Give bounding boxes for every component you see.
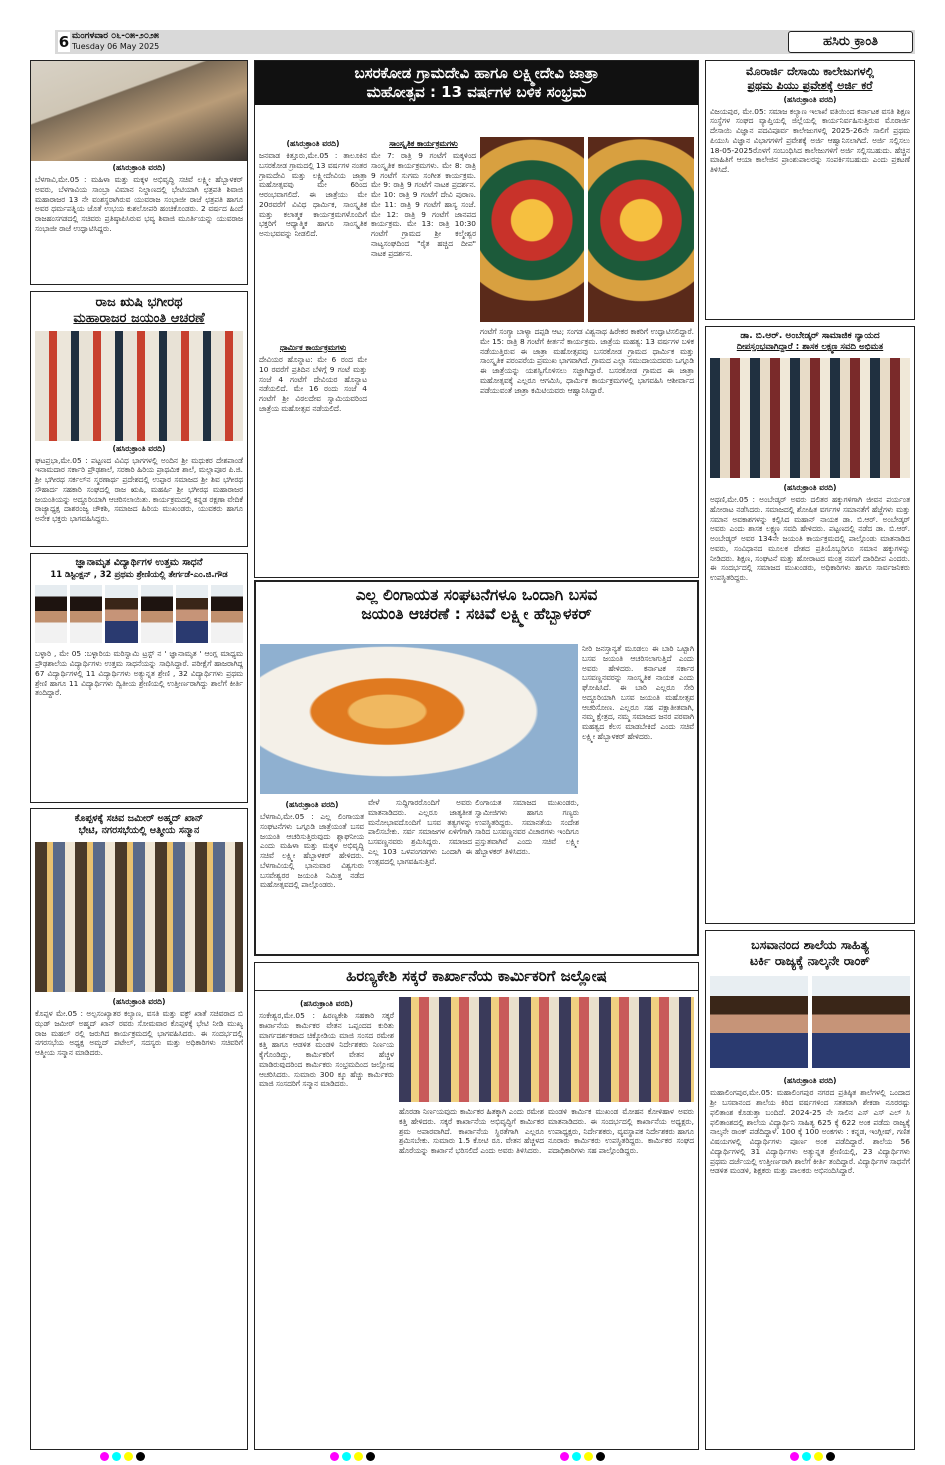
story-basavananda — [705, 930, 915, 1450]
photo-meeting — [31, 61, 247, 161]
story-text: ಜನವಾಡ ಕಿತ್ತೂರು,ಮೇ.05 : ತಾಲೂಕಿನ ಬಸರಕೋಡ ಗ್ರಾಮದಲ್ಲಿ 13 ವರ್ಷಗಳ ನಂತರ ಗ್ರಾಮದೇವಿ ಮತ್ತು ಲಕ್ಷ್ಮೀದೇವಿಯ ಜಾತ್ರಾ ಮಹೋತ್ಸವವು ಮೇ 6ರಿಂದ ಆರಂಭವಾಗಲಿದೆ. ಈ ಜಾತ್ರೆಯು ಮೇ 20ರವರೆಗೆ ವಿವಿಧ ಧಾರ್ಮಿಕ, ಸಾಂಸ್ಕೃತಿಕ ಮತ್ತು ಕಲಾತ್ಮಕ ಕಾರ್ಯಕ್ರಮಗಳೊಂದಿಗೆ ಭಕ್ತರಿಗೆ ಆಧ್ಯಾತ್ಮಿಕ ಹಾಗೂ ಸಾಂಸ್ಕೃತಿಕ ಅನುಭವವನ್ನು ನೀಡಲಿದೆ. — [259, 151, 367, 239]
registration-dot — [330, 1452, 339, 1461]
student-photo — [176, 585, 208, 643]
headline-line2: ಜಯಂತಿ ಆಚರಣೆ : ಸಚಿವೆ ಲಕ್ಷ್ಮೀ ಹೆಬ್ಬಾಳಕರ್ — [361, 605, 592, 624]
headline: ಹಿರಣ್ಯಕೇಶಿ ಸಕ್ಕರೆ ಕಾರ್ಖಾನೆಯ ಕಾರ್ಮಿಕರಿಗೆ ಜಲ್ಲೋಷ — [255, 967, 698, 991]
headline-line1: ಕೊಪ್ಪಳಕ್ಕೆ ಸಚಿವ ಜಮೀರ್ ಅಹ್ಮದ್ ಖಾನ್ — [74, 813, 204, 824]
source-tag: (ಹಸಿರುಕ್ರಾಂತಿ ವರದಿ) — [285, 800, 339, 809]
headline-line2: ಮಹಾರಾಜರ ಜಯಂತಿ ಆಚರಣೆ — [73, 311, 205, 327]
story-basava — [254, 580, 699, 956]
story-jnanamrutha — [30, 553, 248, 803]
source-tag: (ಹಸಿರುಕ್ರಾಂತಿ ವರದಿ) — [783, 94, 837, 104]
registration-dot — [814, 1452, 823, 1461]
registration-dot — [790, 1452, 799, 1461]
photo-deity-1 — [480, 137, 584, 322]
registration-dot — [112, 1452, 121, 1461]
photo-workers — [399, 997, 694, 1102]
student-photo-pair — [710, 976, 910, 1068]
registration-dot — [366, 1452, 375, 1461]
story-text: ಲಿಂಗಾಯತ ಸಮಾಜದ ಮುಖಂಡರು, ಸ್ವಾಮೀಜಿಗಳು ಹಾಗೂ ಗಣ್ಯರು ಉಪಸ್ಥಿತರಿದ್ದರು. ಸಮಾನತೆಯ ಸಂದೇಶ ಸಾರಿದ ಬಸವಣ್ಣನವರ ವಿಚಾರಗಳು ಇಂದಿಗೂ ಪ್ರಸ್ತುತವಾಗಿವೆ ಎಂದು ಸಚಿವೆ ಲಕ್ಷ್ಮೀ ಹೆಬ್ಬಾಳಕರ್ ತಿಳಿಸಿದರು. — [475, 798, 579, 856]
registration-dot — [136, 1452, 145, 1461]
story-text: ಅಥಣಿ,ಮೇ.05 : ಅಂಬೇಡ್ಕರ್ ಅವರು ದಲಿತರ ಹಕ್ಕುಗಳಿಗಾಗಿ ಜೀವನ ಪರ್ಯಂತ ಹೋರಾಟ ನಡೆಸಿದರು. ಸಮಾಜದಲ್ಲಿ ಶೋಷಿತ ವರ್ಗಗಳ ಸಮಾನತೆಗೆ ಹೆಜ್ಜೆಗಳು ಮತ್ತು ಸಮಾನ ಅವಕಾಶಗಳನ್ನು ಕಲ್ಪಿಸಿದ ಮಹಾನ್ ನಾಯಕ ಡಾ. ಬಿ.ಆರ್. ಅಂಬೇಡ್ಕರ್ ಅವರು ಎಂದು ಶಾಸಕ ಲಕ್ಷ್ಮಣ ಸವದಿ ಹೇಳಿದರು. ಪಟ್ಟಣದಲ್ಲಿ ನಡೆದ ಡಾ. ಬಿ.ಆರ್. ಅಂಬೇಡ್ಕರ್ ಅವರ 134ನೇ ಜಯಂತಿ ಕಾರ್ಯಕ್ರಮದಲ್ಲಿ ಪಾಲ್ಗೊಂಡು ಮಾತನಾಡಿದ ಅವರು, ಸಂವಿಧಾನದ ಮೂಲಕ ದೇಶದ ಪ್ರತಿಯೊಬ್ಬರಿಗೂ ಸಮಾನ ಹಕ್ಕುಗಳನ್ನು ನೀಡಿದರು. ಶಿಕ್ಷಣ, ಸಂಘಟನೆ ಮತ್ತು ಹೋರಾಟದ ಮಂತ್ರ ನಮಗೆ ದಾರಿದೀಪ ಎಂದರು. ಈ ಸಂದರ್ಭದಲ್ಲಿ ಸಮಾಜದ ಮುಖಂಡರು, ಅಧಿಕಾರಿಗಳು ಹಾಗೂ ಸಾರ್ವಜನಿಕರು ಉಪಸ್ಥಿತರಿದ್ದರು. — [710, 494, 910, 583]
page-header-bar — [55, 30, 915, 54]
photo-deity-2 — [588, 137, 694, 322]
source-tag: (ಹಸಿರುಕ್ರಾಂತಿ ವರದಿ) — [286, 139, 340, 148]
student-photo — [710, 976, 808, 1068]
headline-line1: ಬಸರಕೋಡ ಗ್ರಾಮದೇವಿ ಹಾಗೂ ಲಕ್ಷ್ಮೀದೇವಿ ಜಾತ್ರಾ — [255, 61, 698, 83]
headline-line2: ಪ್ರಥಮ ಪಿಯು ಪ್ರವೇಶಕ್ಕೆ ಅರ್ಜಿ ಕರೆ — [747, 78, 873, 92]
registration-dot — [826, 1452, 835, 1461]
registration-dot — [802, 1452, 811, 1461]
registration-dot — [342, 1452, 351, 1461]
story-text: ವಿಜಯಪುರ, ಮೇ.05: ಸಮಾಜ ಕಲ್ಯಾಣ ಇಲಾಖೆ ವತಿಯಿಂದ ಕರ್ನಾಟಕ ವಸತಿ ಶಿಕ್ಷಣ ಸಂಸ್ಥೆಗಳ ಸಂಘದ ವ್ಯಾಪ್ತಿಯಲ್ಲಿ ಜಿಲ್ಲೆಯಲ್ಲಿ ಕಾರ್ಯನಿರ್ವಹಿಸುತ್ತಿರುವ ಮೊರಾರ್ಜಿ ದೇಸಾಯಿ ವಿಜ್ಞಾನ ಪದವಿಪೂರ್ವ ಕಾಲೇಜುಗಳಲ್ಲಿ 2025-26ನೇ ಸಾಲಿಗೆ ಪ್ರಥಮ ಪಿಯುಸಿ ವಿಜ್ಞಾನ ವಿಭಾಗಗಳಿಗೆ ಪ್ರವೇಶಕ್ಕೆ ಅರ್ಜಿ ಆಹ್ವಾನಿಸಲಾಗಿದೆ. ಅರ್ಜಿ ಸಲ್ಲಿಸಲು 18-05-2025ರೊಳಗೆ ಸಂಬಂಧಿಸಿದ ಕಾಲೇಜುಗಳಿಗೆ ಅರ್ಜಿ ಸಲ್ಲಿಸಬಹುದು. ಹೆಚ್ಚಿನ ಮಾಹಿತಿಗೆ ಆಯಾ ಕಾಲೇಜಿನ ಪ್ರಾಂಶುಪಾಲರನ್ನು ಸಂಪರ್ಕಿಸಬಹುದು ಎಂದು ಪ್ರಕಟಣೆ ತಿಳಿಸಿದೆ. — [710, 106, 910, 175]
student-photo — [141, 585, 173, 643]
subheading: ಸಾಂಸ್ಕೃತಿಕ ಕಾರ್ಯಕ್ರಮಗಳು — [389, 139, 458, 148]
registration-marks — [100, 1452, 145, 1461]
story-text: ಬೆಳಗಾವಿ,ಮೇ.05 : ಎಲ್ಲ ಲಿಂಗಾಯತ ಸಂಘಟನೆಗಳು ಒಗ್ಗೂಡಿ ಜಾತ್ರೆಯಂತೆ ಬಸವ ಜಯಂತಿ ಆಚರಿಸುತ್ತಿರುವುದು ಶ್ಲಾಘನೀಯ ಎಂದು ಮಹಿಳಾ ಮತ್ತು ಮಕ್ಕಳ ಅಭಿವೃದ್ಧಿ ಸಚಿವೆ ಲಕ್ಷ್ಮೀ ಹೆಬ್ಬಾಳಕರ್ ಹೇಳಿದರು. ಬೆಳಗಾವಿಯಲ್ಲಿ ಭಾನುವಾರ ವಿಶ್ವಗುರು ಬಸವೇಶ್ವರರ ಜಯಂತಿ ನಿಮಿತ್ತ ನಡೆದ ಮಹೋತ್ಸವದಲ್ಲಿ ಪಾಲ್ಗೊಂಡರು. — [260, 812, 364, 890]
student-photo — [105, 585, 137, 643]
registration-dot — [124, 1452, 133, 1461]
story-text: ಮಂಡಳಿ ಕಾರ್ಮಿಕ ಮುಖಂಡ ಮೋಹನ ಕೋಳಿಹಾಳ ಅವರು ಮಾತನಾಡಿದರು. ಈ ಸಂದರ್ಭದಲ್ಲಿ ಕಾರ್ಖಾನೆಯ ಅಧ್ಯಕ್ಷರು, ಉಪಾಧ್ಯಕ್ಷರು, ನಿರ್ದೇಶಕರು, ವ್ಯವಸ್ಥಾಪಕ ನಿರ್ದೇಶಕರು ಹಾಗೂ ನೂರಾರು ಕಾರ್ಮಿಕರು ಉಪಸ್ಥಿತರಿದ್ದರು. ಕಾರ್ಮಿಕರ ಸಂಘದ ಪದಾಧಿಕಾರಿಗಳು ಸಹ ಪಾಲ್ಗೊಂಡಿದ್ದರು. — [548, 1107, 694, 1156]
headline-line2: ದೀಪಸ್ತಂಭವಾಗಿದ್ದಾರೆ : ಶಾಸಕ ಲಕ್ಷ್ಮಣ ಸವದಿ ಅಭಿಮತ — [736, 342, 884, 353]
headline-line1: ಮೊರಾರ್ಜಿ ದೇಸಾಯಿ ಕಾಲೇಜುಗಳಲ್ಲಿ — [746, 65, 874, 78]
photo-ambedkar-jayanti — [710, 358, 910, 478]
registration-dot — [100, 1452, 109, 1461]
source-tag: (ಹಸಿರುಕ್ರಾಂತಿ ವರದಿ) — [783, 1076, 837, 1086]
subheading: ಧಾರ್ಮಿಕ ಕಾರ್ಯಕ್ರಮಗಳು — [279, 343, 347, 352]
registration-dot — [584, 1452, 593, 1461]
headline-line2: ಭೇಟಿ, ನಗರಸಭೆಯಲ್ಲಿ ಆತ್ಮೀಯ ಸನ್ಮಾನ — [78, 824, 200, 836]
source-tag: (ಹಸಿರುಕ್ರಾಂತಿ ವರದಿ) — [112, 443, 166, 453]
headline-line1: ಎಲ್ಲ ಲಿಂಗಾಯತ ಸಂಘಟನೆಗಳೂ ಒಂದಾಗಿ ಬಸವ — [355, 586, 598, 604]
student-photo — [211, 585, 243, 643]
student-photo — [812, 976, 910, 1068]
story-morarji — [705, 60, 915, 320]
story-text: ಮೇ 7: ರಾತ್ರಿ 9 ಗಂಟೆಗೆ ಮಕ್ಕಳಿಂದ ಸಾಂಸ್ಕೃತಿಕ ಕಾರ್ಯಕ್ರಮಗಳು. ಮೇ 8: ರಾತ್ರಿ 9 ಗಂಟೆಗೆ ಸುಗಮ ಸಂಗೀತ ಕಾರ್ಯಕ್ರಮ. ಮೇ 9: ರಾತ್ರಿ 9 ಗಂಟೆಗೆ ನಾಟಕ ಪ್ರದರ್ಶನ. ಮೇ 10: ರಾತ್ರಿ 9 ಗಂಟೆಗೆ ದೇವಿ ಪುರಾಣ. ಮೇ 11: ರಾತ್ರಿ 9 ಗಂಟೆಗೆ ಹಾಸ್ಯ ಸಂಜೆ. ಮೇ 12: ರಾತ್ರಿ 9 ಗಂಟೆಗೆ ಜಾನಪದ ಕಾರ್ಯಕ್ರಮ. ಮೇ 13: ರಾತ್ರಿ 10:30 ಗಂಟೆಗೆ ಗ್ರಾಮದ ಶ್ರೀ ಕಲ್ಮೇಶ್ವರ ನಾಟ್ಯಸಂಘದಿಂದ "ರೈತ ಹಚ್ಚಿದ ದೀಪ" ನಾಟಕ ಪ್ರದರ್ಶನ. — [371, 151, 476, 258]
story-left-top — [30, 60, 248, 285]
registration-marks — [330, 1452, 375, 1461]
story-text: ದೇವಿಯರ ಹೊನ್ನಾಟ: ಮೇ 6 ರಂದ ಮೇ 10 ರವರೆಗೆ ಪ್ರತಿದಿನ ಬೆಳಿಗ್ಗೆ 9 ಗಂಟೆ ಮತ್ತು ಸಂಜೆ 4 ಗಂಟೆಗೆ ದೇವಿಯರ ಹೊನ್ನಾಟ ನಡೆಯಲಿದೆ. ಮೇ 16 ರಂದು ಸಂಜೆ 4 ಗಂಟೆಗೆ ಶ್ರೀ ವಿಠಲದೇವ ಸ್ವಾಮಿಯವರಿಂದ ಜಾತ್ರೆಯ ಮಹೋತ್ಸವ ನಡೆಯಲಿದೆ. — [259, 355, 367, 413]
story-sakkare — [254, 962, 699, 1450]
story-text: ಮಹಾಲಿಂಗಪುರ,ಮೇ.05: ಮಹಾಲಿಂಗಪುರ ನಗರದ ಪ್ರತಿಷ್ಠಿತ ಶಾಲೆಗಳಲ್ಲಿ ಒಂದಾದ ಶ್ರೀ ಬಸವಾನಂದ ಶಾಲೆಯ ಕಿರಿದ ವರ್ಷಗಳಿಂದ ಸತತವಾಗಿ ಶೇಕಡಾ ನೂರರಷ್ಟು ಫಲಿತಾಂಶ ಕೊಡುತ್ತಾ ಬಂದಿದೆ. 2024-25 ನೇ ಸಾಲಿನ ಎಸ್ ಎಸ್ ಎಲ್ ಸಿ ಫಲಿತಾಂಶದಲ್ಲಿ ಶಾಲೆಯ ವಿದ್ಯಾರ್ಥಿನಿ ಸಾಹಿತ್ಯ 625 ಕ್ಕೆ 622 ಅಂಕ ಪಡೆದು ರಾಜ್ಯಕ್ಕೆ ನಾಲ್ಕನೇ ರಾಂಕ್ ಪಡೆದಿದ್ದಾಳೆ. 100 ಕ್ಕೆ 100 ಅಂಕಗಳು : ಕನ್ನಡ, ಇಂಗ್ಲೀಷ್, ಗಣಿತ ವಿಷಯಗಳಲ್ಲಿ ವಿದ್ಯಾರ್ಥಿಗಳು ಪೂರ್ಣ ಅಂಕ ಪಡೆದಿದ್ದಾರೆ. ಶಾಲೆಯ 56 ವಿದ್ಯಾರ್ಥಿಗಳಲ್ಲಿ 31 ವಿದ್ಯಾರ್ಥಿಗಳು ಅತ್ಯುನ್ನತ ಶ್ರೇಣಿಯಲ್ಲಿ, 23 ವಿದ್ಯಾರ್ಥಿಗಳು ಪ್ರಥಮ ದರ್ಜೆಯಲ್ಲಿ ಉತ್ತೀರ್ಣರಾಗಿ ಶಾಲೆಗೆ ಕೀರ್ತಿ ತಂದಿದ್ದಾರೆ. ವಿದ್ಯಾರ್ಥಿಗಳ ಸಾಧನೆಗೆ ಆಡಳಿತ ಮಂಡಳಿ, ಶಿಕ್ಷಕರು ಮತ್ತು ಪಾಲಕರು ಅಭಿನಂದಿಸಿದ್ದಾರೆ. — [710, 1088, 910, 1176]
headline-line1: ಡಾ. ಬಿ.ಆರ್. ಅಂಬೇಡ್ಕರ್ ಸಾಮಾಜಿಕ ನ್ಯಾಯದ — [740, 331, 880, 341]
story-ambedkar — [705, 326, 915, 924]
student-photo-strip — [35, 585, 243, 643]
story-text: ಸಂಕೇಶ್ವರ,ಮೇ.05 : ಹಿರಣ್ಯಕೇಶಿ ಸಹಕಾರಿ ಸಕ್ಕರೆ ಕಾರ್ಖಾನೆಯ ಕಾರ್ಮಿಕರ ವೇತನ ಒಪ್ಪಂದದ ಕುರಿತು ಮಾರ್ಗದರ್ಶಕರಾದ ಚಿಕ್ಕೋಡಿಯ ಮಾಜಿ ಸಂಸದ ರಮೇಶ ಕತ್ತಿ ಹಾಗೂ ಆಡಳಿತ ಮಂಡಳಿ ನಿರ್ದೇಶಕರು ನಿರ್ಣಯ ಕೈಗೊಂಡಿದ್ದು, ಕಾರ್ಮಿಕರಿಗೆ ವೇತನ ಹೆಚ್ಚಳ ಮಾಡಿರುವುದರಿಂದ ಕಾರ್ಮಿಕರು ಸಂಭ್ರಮದಿಂದ ಜಲ್ಲೋಷ ಆಚರಿಸಿದರು. ಸುಮಾರು 300 ಕ್ಕೂ ಹೆಚ್ಚು ಕಾರ್ಮಿಕರು ಮಾಜಿ ಸಂಸದರಿಗೆ ಸನ್ಮಾನ ಮಾಡಿದರು. — [259, 1011, 394, 1089]
photo-basava-jayanti — [260, 644, 578, 794]
date-kannada: ಮಂಗಳವಾರ ೦೬-೦೫-೨೦೨೫ — [72, 31, 159, 41]
story-jatre — [254, 60, 699, 578]
student-photo — [70, 585, 102, 643]
masthead: ಹಸಿರು ಕ್ರಾಂತಿ — [788, 31, 913, 53]
headline-line1: ಜ್ಞಾನಾಮೃತ ವಿದ್ಯಾರ್ಥಿಗಳ ಉತ್ತಮ ಸಾಧನೆ — [75, 557, 203, 568]
headline-line1: ರಾಜ ಋಷಿ ಭಗೀರಥ — [95, 295, 183, 310]
headline-line2: ಟರ್ಕಿ ರಾಜ್ಯಕ್ಕೆ ನಾಲ್ಕನೇ ರಾಂಕ್ — [750, 952, 870, 968]
registration-dot — [354, 1452, 363, 1461]
story-text: ನೀರಿ ಜನಸ್ತಾನ್ಯತೆ ಮೂಡಲು ಈ ಬಾರಿ ಒಟ್ಟಾಗಿ ಬಸವ ಜಯಂತಿ ಆಚರಿಸಲಾಗುತ್ತಿದೆ ಎಂದು ಅವರು ಹೇಳಿದರು. ಕರ್ನಾಟಕ ಸರ್ಕಾರ ಬಸವಣ್ಣನವರನ್ನು ಸಾಂಸ್ಕೃತಿಕ ನಾಯಕ ಎಂದು ಘೋಷಿಸಿದೆ. ಈ ಬಾರಿ ಎಲ್ಲರೂ ಸೇರಿ ಅದ್ದೂರಿಯಾಗಿ ಬಸವ ಜಯಂತಿ ಮಹೋತ್ಸವ ಆಚರಿಸೋಣ. ಎಲ್ಲರೂ ಸಹ ಪಕ್ಷಾತೀತವಾಗಿ, ನಮ್ಮ ಕ್ಷೇತ್ರದ, ನಮ್ಮ ಸಮಾಜದ ಜನರ ಪರವಾಗಿ ಮಹತ್ವದ ಕೆಲಸ ಮಾಡಬೇಕಿದೆ ಎಂದು ಸಚಿವೆ ಲಕ್ಷ್ಮೀ ಹೆಬ್ಬಾಳಕರ್ ಹೇಳಿದರು. — [582, 644, 694, 741]
registration-dot — [596, 1452, 605, 1461]
student-photo — [35, 585, 67, 643]
story-text: ಬಳ್ಳಾರಿ , ಮೇ 05 :ಬಳ್ಳಾರಿಯ ಮರಿಸ್ವಾಮಿ ಟ್ರಸ್ಟ್ ನ ' ಜ್ಞಾನಾಮೃತ ' ಆಂಗ್ಲ ಮಾಧ್ಯಮ ಪ್ರೌಢಶಾಲೆಯ ವಿದ್ಯಾರ್ಥಿಗಳು ಉತ್ತಮ ಸಾಧನೆಯನ್ನು ಸಾಧಿಸಿದ್ದಾರೆ. ಪರೀಕ್ಷೆಗೆ ಹಾಜರಾಗಿದ್ದ 67 ವಿದ್ಯಾರ್ಥಿಗಳಲ್ಲಿ 11 ವಿದ್ಯಾರ್ಥಿಗಳು ಅತ್ಯುನ್ನತ ಶ್ರೇಣಿ , 32 ವಿದ್ಯಾರ್ಥಿಗಳು ಪ್ರಥಮ ಶ್ರೇಣಿ ಹಾಗೂ 11 ವಿದ್ಯಾರ್ಥಿಗಳು ದ್ವಿತೀಯ ಶ್ರೇಣಿಯಲ್ಲಿ ಉತ್ತೀರ್ಣರಾಗಿದ್ದು ಶಾಲೆಗೆ ಕೀರ್ತಿ ತಂದಿದ್ದಾರೆ. — [35, 649, 243, 698]
source-tag: (ಹಸಿರುಕ್ರಾಂತಿ ವರದಿ) — [783, 482, 837, 492]
source-tag: (ಹಸಿರುಕ್ರಾಂತಿ ವರದಿ) — [112, 163, 166, 172]
registration-marks — [790, 1452, 835, 1461]
photo-felicitation — [35, 842, 243, 992]
headline-line1: ಬಸವಾನಂದ ಶಾಲೆಯ ಸಾಹಿತ್ಯ — [751, 937, 869, 952]
registration-marks — [560, 1452, 605, 1461]
story-text: ವೇಳೆ ಸುದ್ದಿಗಾರರೊಂದಿಗೆ ಅವರು ಮಾತನಾಡಿದರು. ಎಲ್ಲರೂ ಜಾತ್ಯತೀತ ಮನೋಭಾವದೊಂದಿಗೆ ಬಸವ ತತ್ವಗಳನ್ನು ಪಾಲಿಸಬೇಕು. ಸರ್ವ ಸಮಾಜಗಳ ಏಳಿಗೆಗಾಗಿ ಬಸವಣ್ಣನವರು ಶ್ರಮಿಸಿದ್ದರು. ಸಮಾಜದ ಎಲ್ಲ 103 ಒಳಪಂಗಡಗಳು ಒಂದಾಗಿ ಈ ಉತ್ಸವದಲ್ಲಿ ಭಾಗವಹಿಸುತ್ತಿವೆ. — [368, 798, 472, 866]
story-text: ಹೊರಡಾ ನಿರ್ಣಯವುದು ಕಾರ್ಮಿಕರ ಹಿತಕ್ಕಾಗಿ ಎಂದು ರಮೇಶ ಕತ್ತಿ ಹೇಳಿದರು. ಸಕ್ಕರೆ ಕಾರ್ಖಾನೆಯ ಅಭಿವೃದ್ಧಿಗೆ ಕಾರ್ಮಿಕರ ಶ್ರಮ ಅಪಾರವಾಗಿದೆ. ಕಾರ್ಖಾನೆಯ ಸ್ಥಿರತೆಗಾಗಿ ಎಲ್ಲರೂ ಶ್ರಮಿಸಬೇಕು. ಸುಮಾರು 1.5 ಕೋಟಿ ರೂ. ವೇತನ ಹೆಚ್ಚಳದ ಹೊರೆಯನ್ನು ಕಾರ್ಖಾನೆ ಭರಿಸಲಿದೆ ಎಂದು ಅವರು ತಿಳಿಸಿದರು. — [399, 1107, 544, 1156]
headline-line2: 11 ಡಿಸ್ಟಿಂಕ್ಷನ್ , 32 ಪ್ರಥಮ ಶ್ರೇಣಿಯಲ್ಲಿ ತೇರ್ಗಡೆ-ಎಂ.ಜಿ.ಗೌಡ — [50, 568, 228, 579]
source-tag: (ಹಸಿರುಕ್ರಾಂತಿ ವರದಿ) — [112, 996, 166, 1006]
headline-line2: ಮಹೋತ್ಸವ : 13 ವರ್ಷಗಳ ಬಳಿಕ ಸಂಭ್ರಮ — [255, 83, 698, 105]
story-bhagiratha — [30, 291, 248, 547]
story-text: ಘಟಪ್ರಭಾ,ಮೇ.05 : ಪಟ್ಟಣದ ವಿವಿಧ ಭಾಗಗಳಲ್ಲಿ ಅಂದಿನ ಶ್ರೀ ಮಧುಕರ ದೇಶಪಾಂಡೆ ಇನಾಮದಾರ ಸರ್ಕಾರಿ ಪ್ರೌಢಶಾಲೆ, ಸರಕಾರಿ ಹಿರಿಯ ಪ್ರಾಥಮಿಕ ಶಾಲೆ, ಮಲ್ಲಾಪೂರ ಪಿ.ಜಿ. ಶ್ರೀ ಭಗೀರಥ ಸರ್ಕಲ್‌ನ ಸ್ಮರಣಾರ್ಥ ಪ್ರದೇಶದಲ್ಲಿ ಉಪ್ಪಾರ ಸಮಾಜದ ಶ್ರೀ ಶಿವ ಭಗೀರಥ ಸೌಹಾರ್ದ ಸಹಕಾರಿ ಸಂಘದಲ್ಲಿ ರಾಜ ಋಷಿ, ಮಹರ್ಷಿ ಶ್ರೀ ಭಗೀರಥ ಮಹಾರಾಜರ ಜಯಂತಿಯನ್ನು ಅದ್ದೂರಿಯಾಗಿ ಆಚರಿಸಲಾಯಿತು. ಕಾರ್ಯಕ್ರಮದಲ್ಲಿ ಕನ್ನಡ ರಕ್ಷಣಾ ವೇದಿಕೆ ರಾಜ್ಯಾಧ್ಯಕ್ಷ ದಾಶರಂಜ್ಯ ಚೌಕಶಿ, ಸಮಾಜದ ಹಿರಿಯ ಮುಖಂಡರು, ಯುವಕರು ಹಾಗೂ ಅನೇಕ ಭಕ್ತರು ಭಾಗವಹಿಸಿದ್ದರು. — [35, 455, 243, 524]
registration-dot — [572, 1452, 581, 1461]
story-text: ಗಂಟೆಗೆ ಸಂಗ್ಯಾ ಬಾಳ್ಯಾ ದಪ್ಪಡಿ ಆಟ; ಸಂಗಡ ವಿಶ್ವನಾಥ ಹಿರೇಕರ ಕಾಕರಿಗೆ ಉದ್ಘಾಟಿಸಲಿದ್ದಾರೆ. ಮೇ 15: ರಾತ್ರಿ 8 ಗಂಟೆಗೆ ಕೀರ್ತನೆ ಕಾರ್ಯಕ್ರಮ. ಜಾತ್ರೆಯ ಮಹತ್ವ: 13 ವರ್ಷಗಳ ಬಳಿಕ ನಡೆಯುತ್ತಿರುವ ಈ ಜಾತ್ರಾ ಮಹೋತ್ಸವವು ಬಸರಕೋಡ ಗ್ರಾಮದ ಧಾರ್ಮಿಕ ಮತ್ತು ಸಾಂಸ್ಕೃತಿಕ ಪರಂಪರೆಯ ಪ್ರಮುಖ ಭಾಗವಾಗಿದೆ. ಗ್ರಾಮದ ಎಲ್ಲಾ ಸಮುದಾಯದವರು ಒಗ್ಗೂಡಿ ಈ ಜಾತ್ರೆಯನ್ನು ಯಶಸ್ವಿಗೊಳಿಸಲು ಸಜ್ಜಾಗಿದ್ದಾರೆ. ಬಸರಕೋಡ ಗ್ರಾಮದ ಈ ಜಾತ್ರಾ ಮಹೋತ್ಸವಕ್ಕೆ ಎಲ್ಲರೂ ಆಗಮಿಸಿ, ಧಾರ್ಮಿಕ ಕಾರ್ಯಕ್ರಮಗಳಲ್ಲಿ ಭಾಗವಹಿಸಿ ಆಶೀರ್ವಾದ ಪಡೆಯುವಂತೆ ಜಾತ್ರಾ ಕಮಿಟಿಯವರು ಆಹ್ವಾನಿಸಿದ್ದಾರೆ. — [480, 327, 694, 395]
story-koppal — [30, 808, 248, 1450]
date-english: Tuesday 06 May 2025 — [72, 42, 160, 51]
registration-dot — [560, 1452, 569, 1461]
page-number: 6 — [58, 33, 70, 51]
photo-celebration — [35, 331, 243, 441]
source-tag: (ಹಸಿರುಕ್ರಾಂತಿ ವರದಿ) — [300, 999, 353, 1008]
story-text: ಕೊಪ್ಪಳ ಮೇ.05 : ಅಲ್ಪಸಂಖ್ಯಾತರ ಕಲ್ಯಾಣ, ವಸತಿ ಮತ್ತು ವಕ್ಫ್ ಖಾತೆ ಸಚಿವರಾದ ಬಿ ಝಡ್ ಜಮೀರ್ ಅಹ್ಮದ್ ಖಾನ್ ರವರು ಸೋಮವಾರ ಕೊಪ್ಪಳಕ್ಕೆ ಭೇಟಿ ನೀಡಿ ಮುಖ್ಯ ರಾಜ ಮಹಲ್ ರಲ್ಲಿ ಜರುಗಿದ ಕಾರ್ಯಕ್ರಮದಲ್ಲಿ ಭಾಗವಹಿಸಿದರು. ಈ ಸಂದರ್ಭದಲ್ಲಿ ನಗರಸಭೆಯ ಅಧ್ಯಕ್ಷ ಅಮ್ಜದ್ ಪಟೇಲ್, ಸದಸ್ಯರು ಮತ್ತು ಅಧಿಕಾರಿಗಳು ಸಚಿವರಿಗೆ ಆತ್ಮೀಯ ಸನ್ಮಾನ ಮಾಡಿದರು. — [35, 1008, 243, 1058]
story-text: ಬೆಳಗಾವಿ,ಮೇ.05 : ಮಹಿಳಾ ಮತ್ತು ಮಕ್ಕಳ ಅಭಿವೃದ್ಧಿ ಸಚಿವೆ ಲಕ್ಷ್ಮೀ ಹೆಬ್ಬಾಳಕರ್ ಅವರು, ಬೆಳಗಾವಿಯ ಸಾಂಬ್ರಾ ವಿಮಾನ ನಿಲ್ದಾಣದಲ್ಲಿ ಭೇಟಿಯಾಗಿ ಛತ್ರಪತಿ ಶಿವಾಜಿ ಮಹಾರಾಜರ 13 ನೇ ವಂಶಸ್ಥರಾಗಿರುವ ಯುವರಾಜ ಸಂಭಾಜೀ ರಾಜೆ ಛತ್ರಪತಿ ಹಾಗೂ ಅವರ ಧರ್ಮಪತ್ನಿಯ ಜೊತೆ ಉಭಯ ಕುಶಲೋಪರಿ ಹಂಚಿಕೊಂಡರು. 2 ವರ್ಷದ ಹಿಂದೆ ರಾಜಹಂಸಗಡದಲ್ಲಿ ಸಚಿವರು ಪ್ರತಿಷ್ಠಾಪಿಸಿರುವ ಭವ್ಯ ಶಿವಾಜಿ ಮೂರ್ತಿಯನ್ನು ಯುವರಾಜ ಸಂಭಾಜೀ ರಾಜೆ ಉದ್ಘಾಟಿಸಿದ್ದರು. — [35, 175, 243, 233]
